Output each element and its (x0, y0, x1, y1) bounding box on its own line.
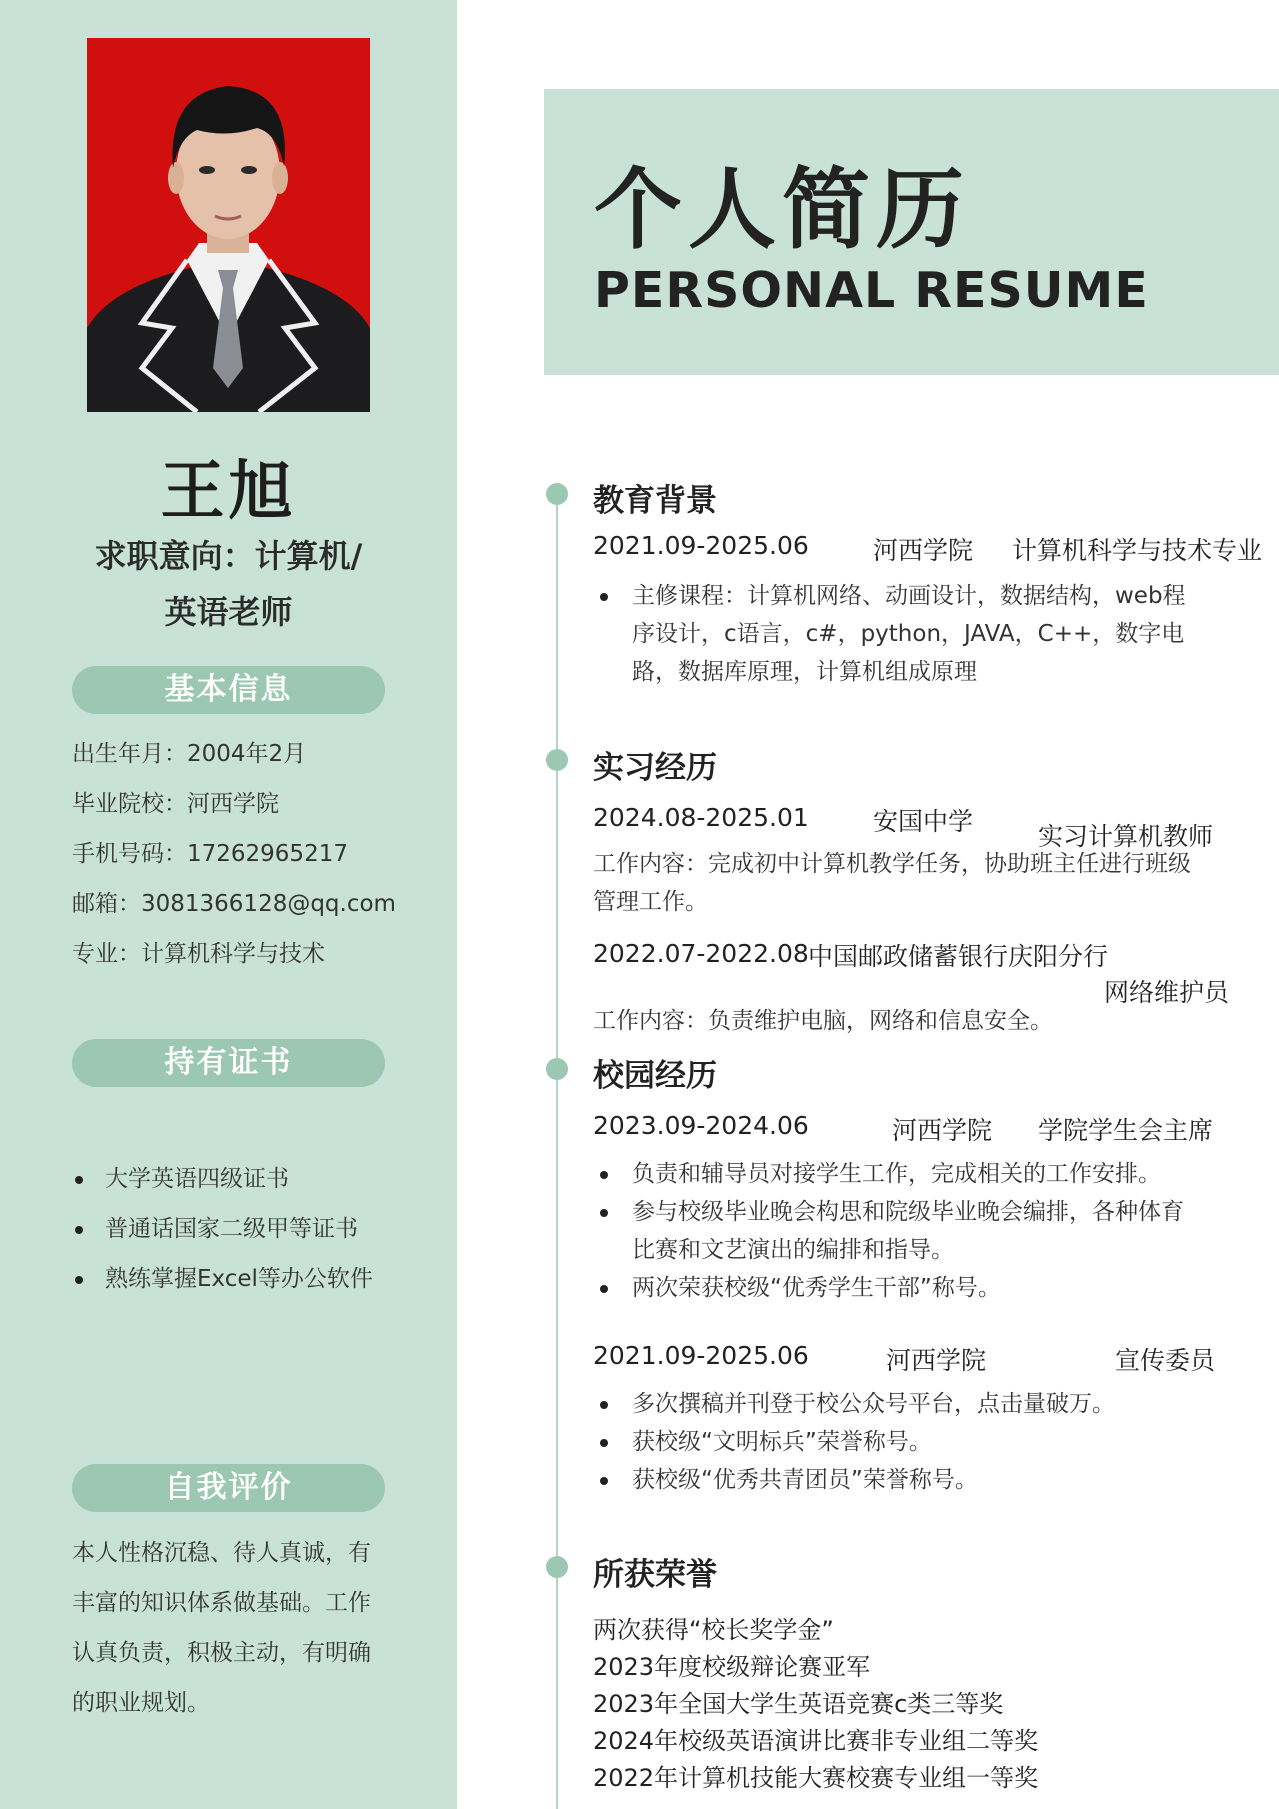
honor-item: 2023年度校级辩论赛亚军 (593, 1653, 871, 1681)
intern2-date: 2022.07-2022.08 (593, 939, 809, 968)
intern2-role: 网络维护员 (1104, 978, 1230, 1007)
bullet-icon (600, 593, 608, 601)
campus1-org: 河西学院 (892, 1116, 993, 1145)
cert-item: 熟练掌握Excel等办公软件 (75, 1260, 373, 1293)
honor-item: 2023年全国大学生英语竞赛c类三等奖 (593, 1690, 1004, 1718)
bullet-icon (75, 1176, 83, 1184)
self-eval-text: 本人性格沉稳、待人真诚，有丰富的知识体系做基础。工作认真负责，积极主动，有明确的职业规划。 (72, 1540, 371, 1716)
timeline-line (556, 493, 558, 1809)
cert-item: 普通话国家二级甲等证书 (75, 1210, 358, 1243)
campus2-date: 2021.09-2025.06 (593, 1341, 809, 1370)
honor-item: 2024年校级英语演讲比赛非专业组二等奖 (593, 1727, 1039, 1755)
campus1-bullets: 负责和辅导员对接学生工作，完成相关的工作安排。 参与校级毕业晚会构思和院级毕业晚会编排，各种体育 比赛和文艺演出的编排和指导。 两次荣获校级“优秀学生干部”称号。 (600, 1155, 1184, 1307)
info-birth: 出生年月：2004年2月 (72, 741, 307, 767)
campus-heading: 校园经历 (593, 1058, 717, 1094)
timeline-dot (546, 1556, 568, 1578)
job-intent (60, 528, 397, 640)
campus1-date: 2023.09-2024.06 (593, 1111, 809, 1140)
honor-item: 两次获得“校长奖学金” (593, 1616, 834, 1644)
basic-info-heading: 基本信息 (72, 666, 385, 714)
bullet-icon (75, 1226, 83, 1234)
timeline-dot (546, 483, 568, 505)
bullet-icon (75, 1276, 83, 1284)
campus1-role: 学院学生会主席 (1038, 1116, 1214, 1145)
info-email: 邮箱：3081366128@qq.com (72, 891, 396, 917)
profile-photo (87, 38, 370, 412)
campus2-role: 宣传委员 (1115, 1346, 1216, 1375)
title-chinese: 个人简历 (594, 158, 971, 261)
timeline-dot (546, 1058, 568, 1080)
edu-courses: 主修课程：计算机网络、动画设计，数据结构，web程 序设计，c语言，c#，python，JAVA，C++，数字电 路，数据库原理，计算机组成原理 (600, 577, 1186, 691)
bullet-icon (600, 1209, 608, 1217)
self-eval-heading: 自我评价 (72, 1464, 385, 1512)
internship-heading: 实习经历 (593, 750, 717, 786)
edu-date: 2021.09-2025.06 (593, 531, 809, 560)
bullet-icon (600, 1477, 608, 1485)
bullet-icon (600, 1401, 608, 1409)
intern1-role: 实习计算机教师 (1038, 822, 1214, 851)
info-phone: 手机号码：17262965217 (72, 841, 348, 867)
intern2-desc: 工作内容：负责维护电脑，网络和信息安全。 (593, 1008, 1053, 1034)
campus2-bullets: 多次撰稿并刊登于校公众号平台，点击量破万。 获校级“文明标兵”荣誉称号。 获校级“优秀共青团员”荣誉称号。 (600, 1385, 1115, 1499)
edu-school: 河西学院 (873, 536, 974, 565)
timeline-dot (546, 749, 568, 771)
job-intent-line1: 求职意向：计算机/ (94, 537, 363, 575)
honors-heading: 所获荣誉 (593, 1557, 717, 1593)
title-english: PERSONAL RESUME (594, 262, 1149, 319)
candidate-name: 王旭 (160, 455, 297, 529)
bullet-icon (600, 1285, 608, 1293)
job-intent-line2: 英语老师 (164, 593, 293, 631)
edu-major: 计算机科学与技术专业 (1012, 536, 1263, 565)
cert-item: 大学英语四级证书 (75, 1160, 289, 1193)
intern1-desc: 工作内容：完成初中计算机教学任务，协助班主任进行班级 管理工作。 (593, 851, 1191, 915)
intern2-org: 中国邮政储蓄银行庆阳分行 (808, 942, 1109, 971)
education-heading: 教育背景 (593, 483, 717, 519)
certificates-heading: 持有证书 (72, 1039, 385, 1087)
info-major: 专业：计算机科学与技术 (72, 941, 325, 967)
bullet-icon (600, 1171, 608, 1179)
info-school: 毕业院校：河西学院 (72, 791, 279, 817)
intern1-org: 安国中学 (873, 807, 974, 836)
honor-item: 2022年计算机技能大赛校赛专业组一等奖 (593, 1764, 1039, 1792)
campus2-org: 河西学院 (886, 1346, 987, 1375)
intern1-date: 2024.08-2025.01 (593, 803, 809, 832)
bullet-icon (600, 1439, 608, 1447)
